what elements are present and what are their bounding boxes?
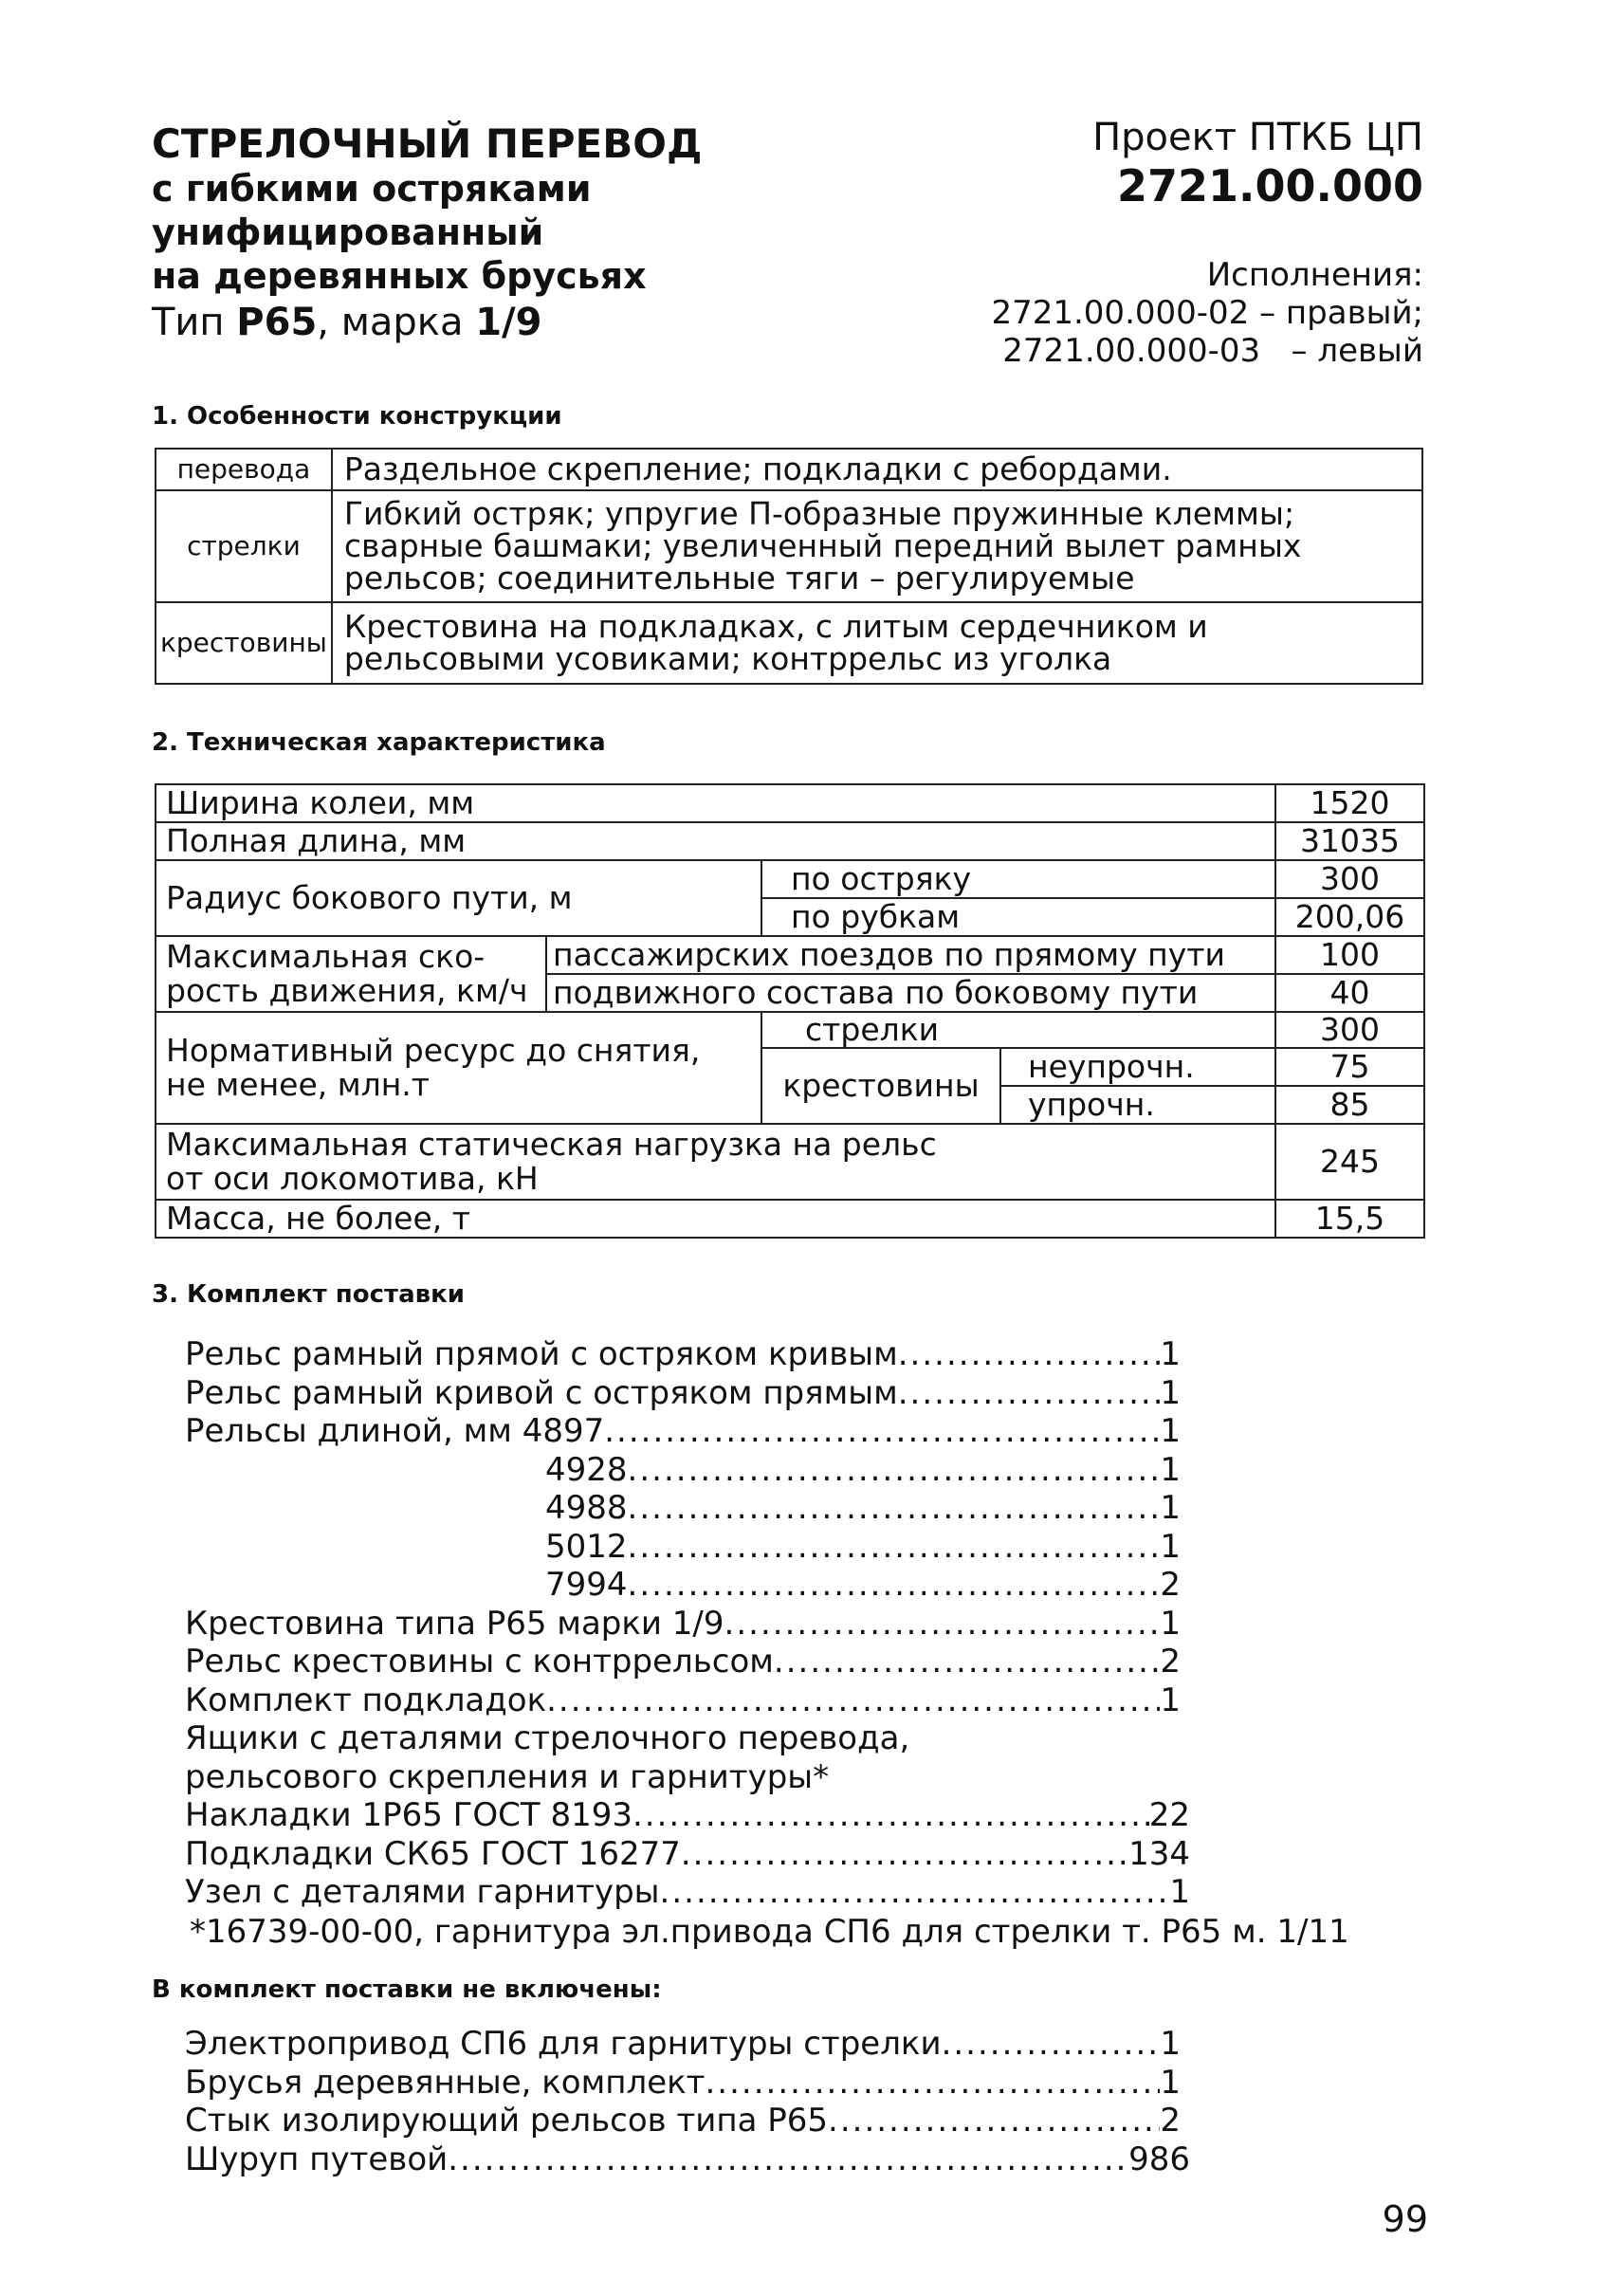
row-text-line: сварные башмаки; увеличенный передний вылет рамных: [343, 527, 1302, 564]
project-block: [760, 114, 1423, 211]
item-name: Подкладки СК65 ГОСТ 16277: [185, 1834, 681, 1873]
table-row: [156, 936, 1424, 974]
execution-right: 2721.00.000-02 – правый;: [991, 294, 1423, 332]
executions-label: Исполнения:: [1206, 256, 1423, 294]
radius-label: Радиус бокового пути, м: [156, 860, 761, 936]
load-label-line: Максимальная статическая нагрузка на рельс: [166, 1126, 937, 1163]
boxes-line: Ящики с деталями стрелочного перевода,: [185, 1719, 910, 1757]
speed-label-line: Максимальная ско-: [166, 938, 486, 975]
item-qty: 1: [1160, 2063, 1181, 2102]
resource-frog-hardened-value: 85: [1275, 1086, 1424, 1124]
list-item: [185, 2102, 1181, 2140]
item-qty: 2: [1160, 1643, 1181, 1681]
item-name: Комплект подкладок: [185, 1681, 547, 1719]
item-name: Крестовина типа Р65 марки 1/9: [185, 1604, 724, 1643]
mark-prefix: , марка: [317, 301, 476, 344]
item-name: 4928: [545, 1450, 628, 1489]
item-qty: 1: [1160, 1604, 1181, 1643]
item-name: Рельс рамный прямой с остряком кривым: [185, 1335, 898, 1373]
resource-label-line: не менее, млн.т: [166, 1066, 431, 1103]
list-item: [545, 1566, 1181, 1605]
load-value: 245: [1275, 1124, 1424, 1200]
tech-spec-table: [155, 783, 1425, 1239]
item-name: Стык изолирующий рельсов типа Р65: [185, 2102, 829, 2140]
resource-label: [156, 1012, 761, 1124]
radius-value-switch: 300: [1275, 860, 1424, 898]
radius-sub-switch: по остряку: [761, 860, 1275, 898]
length-label: Полная длина, мм: [156, 822, 1275, 860]
item-qty: 1: [1160, 1412, 1181, 1450]
list-item: [185, 2064, 1181, 2103]
leader-dots: [898, 1335, 1161, 1374]
row-text-line: рельсовыми усовиками; контррельс из уголка: [343, 640, 1112, 677]
title-line-2: с гибкими остряками: [152, 168, 592, 210]
item-name: Накладки 1Р65 ГОСТ 8193: [185, 1796, 632, 1834]
item-qty: 22: [1148, 1796, 1190, 1834]
executions-block: [760, 256, 1423, 370]
speed-label: [156, 936, 546, 1012]
item-name: Рельсы длиной, мм 4897: [185, 1412, 605, 1450]
section-2-title: 2. Техническая характеристика: [152, 728, 606, 757]
speed-value-passenger: 100: [1275, 936, 1424, 974]
leader-dots: [828, 2102, 1160, 2140]
speed-value-side: 40: [1275, 974, 1424, 1012]
mark-value: 1/9: [475, 301, 542, 344]
list-item: [185, 1796, 1190, 1835]
speed-label-line: рость движения, км/ч: [166, 972, 528, 1009]
load-label: [156, 1124, 1275, 1200]
execution-left: 2721.00.000-03 – левый: [1002, 332, 1423, 370]
title-line-3: унифицированный: [152, 211, 544, 253]
item-qty: 1: [1160, 1527, 1181, 1566]
item-name: 4988: [545, 1489, 628, 1527]
project-number: 2721.00.000: [1116, 160, 1423, 211]
item-qty: 1: [1160, 1450, 1181, 1489]
table-row: [156, 449, 1422, 490]
document-title: [152, 121, 816, 347]
length-value: 31035: [1275, 822, 1424, 860]
boxes-line: рельсового скрепления и гарнитуры*: [185, 1757, 830, 1796]
item-qty: 1: [1160, 2025, 1181, 2063]
list-item: [185, 1835, 1190, 1874]
resource-frog: крестовины: [761, 1048, 1000, 1124]
gauge-label: Ширина колеи, мм: [156, 784, 1275, 822]
item-name: 5012: [545, 1527, 628, 1566]
item-qty: 1: [1160, 1489, 1181, 1527]
item-qty: 1: [1160, 1373, 1181, 1412]
row-text-line: рельсов; соединительные тяги – регулируемые: [343, 560, 1135, 597]
item-qty: 2: [1160, 2102, 1181, 2140]
title-line-1: СТРЕЛОЧНЫЙ ПЕРЕВОД: [152, 120, 703, 167]
design-features-table: [155, 448, 1423, 685]
table-row: [156, 490, 1422, 602]
leader-dots: [628, 1451, 1161, 1490]
page-number: 99: [1382, 2198, 1428, 2240]
item-name: 7994: [545, 1566, 628, 1604]
resource-label-line: Нормативный ресурс до снятия,: [166, 1032, 701, 1069]
list-item: [185, 1681, 1181, 1720]
excluded-list: [185, 2025, 1190, 2178]
item-name: Брусья деревянные, комплект: [185, 2063, 706, 2102]
type-value: Р65: [236, 301, 318, 344]
row-label: перевода: [156, 449, 332, 490]
footnote: *16739-00-00, гарнитура эл.привода СП6 для стрелки т. Р65 м. 1/11: [190, 1913, 1349, 1951]
row-label: крестовины: [156, 602, 332, 684]
item-qty: 1: [1160, 1681, 1181, 1719]
row-text: [332, 490, 1422, 602]
leader-dots: [660, 1873, 1170, 1912]
row-label: стрелки: [156, 490, 332, 602]
type-line: [152, 298, 816, 347]
list-item: [185, 1643, 1181, 1681]
table-row: [156, 602, 1422, 684]
list-item: [185, 1873, 1190, 1912]
list-item: [185, 1374, 1181, 1413]
leader-dots: [705, 2064, 1160, 2103]
row-text-line: Крестовина на подкладках, с литым сердечником и: [343, 608, 1208, 645]
mass-value: 15,5: [1275, 1200, 1424, 1238]
leader-dots: [628, 1489, 1161, 1528]
section-3-title: 3. Комплект поставки: [152, 1280, 465, 1309]
table-row: [156, 860, 1424, 898]
resource-frog-unhardened: неупрочн.: [1000, 1048, 1275, 1086]
item-name: Узел с деталями гарнитуры: [185, 1873, 660, 1911]
list-item: [185, 2140, 1190, 2179]
item-name: Шуруп путевой: [185, 2140, 449, 2178]
type-prefix: Тип: [152, 301, 237, 344]
speed-sub-passenger: пассажирских поездов по прямому пути: [546, 936, 1275, 974]
item-qty: 134: [1128, 1834, 1190, 1873]
row-text: [332, 449, 1422, 490]
leader-dots: [898, 1374, 1161, 1413]
item-qty: 1: [1160, 1335, 1181, 1373]
resource-frog-unhardened-value: 75: [1275, 1048, 1424, 1086]
resource-switch-value: 300: [1275, 1012, 1424, 1048]
gauge-value: 1520: [1275, 784, 1424, 822]
row-text: [332, 602, 1422, 684]
leader-dots: [942, 2025, 1161, 2064]
leader-dots: [632, 1796, 1149, 1835]
leader-dots: [628, 1566, 1161, 1605]
speed-sub-side: подвижного состава по боковому пути: [546, 974, 1275, 1012]
row-text-line: Гибкий остряк; упругие П-образные пружинные клеммы;: [343, 495, 1295, 532]
list-item: [545, 1451, 1181, 1490]
table-row: [156, 784, 1424, 822]
leader-dots: [681, 1835, 1128, 1874]
leader-dots: [546, 1681, 1160, 1720]
section-4-title: В комплект поставки не включены:: [152, 1975, 662, 2004]
leader-dots: [628, 1528, 1161, 1567]
delivery-list: [185, 1335, 1190, 1912]
load-label-line: от оси локомотива, кН: [166, 1160, 539, 1197]
leader-dots: [604, 1412, 1160, 1451]
item-qty: 1: [1169, 1873, 1190, 1911]
item-qty: 986: [1128, 2140, 1190, 2178]
resource-switch: стрелки: [761, 1012, 1275, 1048]
list-item: [185, 1412, 1181, 1451]
title-line-4: на деревянных брусьях: [152, 255, 647, 297]
section-1-title: 1. Особенности конструкции: [152, 402, 562, 431]
leader-dots: [448, 2140, 1128, 2179]
list-item: [185, 1605, 1181, 1644]
resource-frog-hardened: упрочн.: [1000, 1086, 1275, 1124]
item-name: Рельс рамный кривой с остряком прямым: [185, 1373, 898, 1412]
table-row: [156, 822, 1424, 860]
item-name: Рельс крестовины с контррельсом: [185, 1643, 774, 1681]
list-item: [545, 1489, 1181, 1528]
radius-value-cuts: 200,06: [1275, 898, 1424, 936]
table-row: [156, 1124, 1424, 1200]
list-item: [185, 1335, 1181, 1374]
leader-dots: [724, 1605, 1161, 1644]
project-label: Проект ПТКБ ЦП: [1092, 116, 1423, 159]
table-row: [156, 1200, 1424, 1238]
row-text-line: Раздельное скрепление; подкладки с ребордами.: [343, 450, 1172, 487]
list-item: [185, 2025, 1181, 2064]
list-item: [545, 1528, 1181, 1567]
item-qty: 2: [1160, 1566, 1181, 1604]
table-row: [156, 1012, 1424, 1048]
mass-label: Масса, не более, т: [156, 1200, 1275, 1238]
radius-sub-cuts: по рубкам: [761, 898, 1275, 936]
leader-dots: [774, 1643, 1160, 1681]
item-name: Электропривод СП6 для гарнитуры стрелки: [185, 2025, 942, 2063]
